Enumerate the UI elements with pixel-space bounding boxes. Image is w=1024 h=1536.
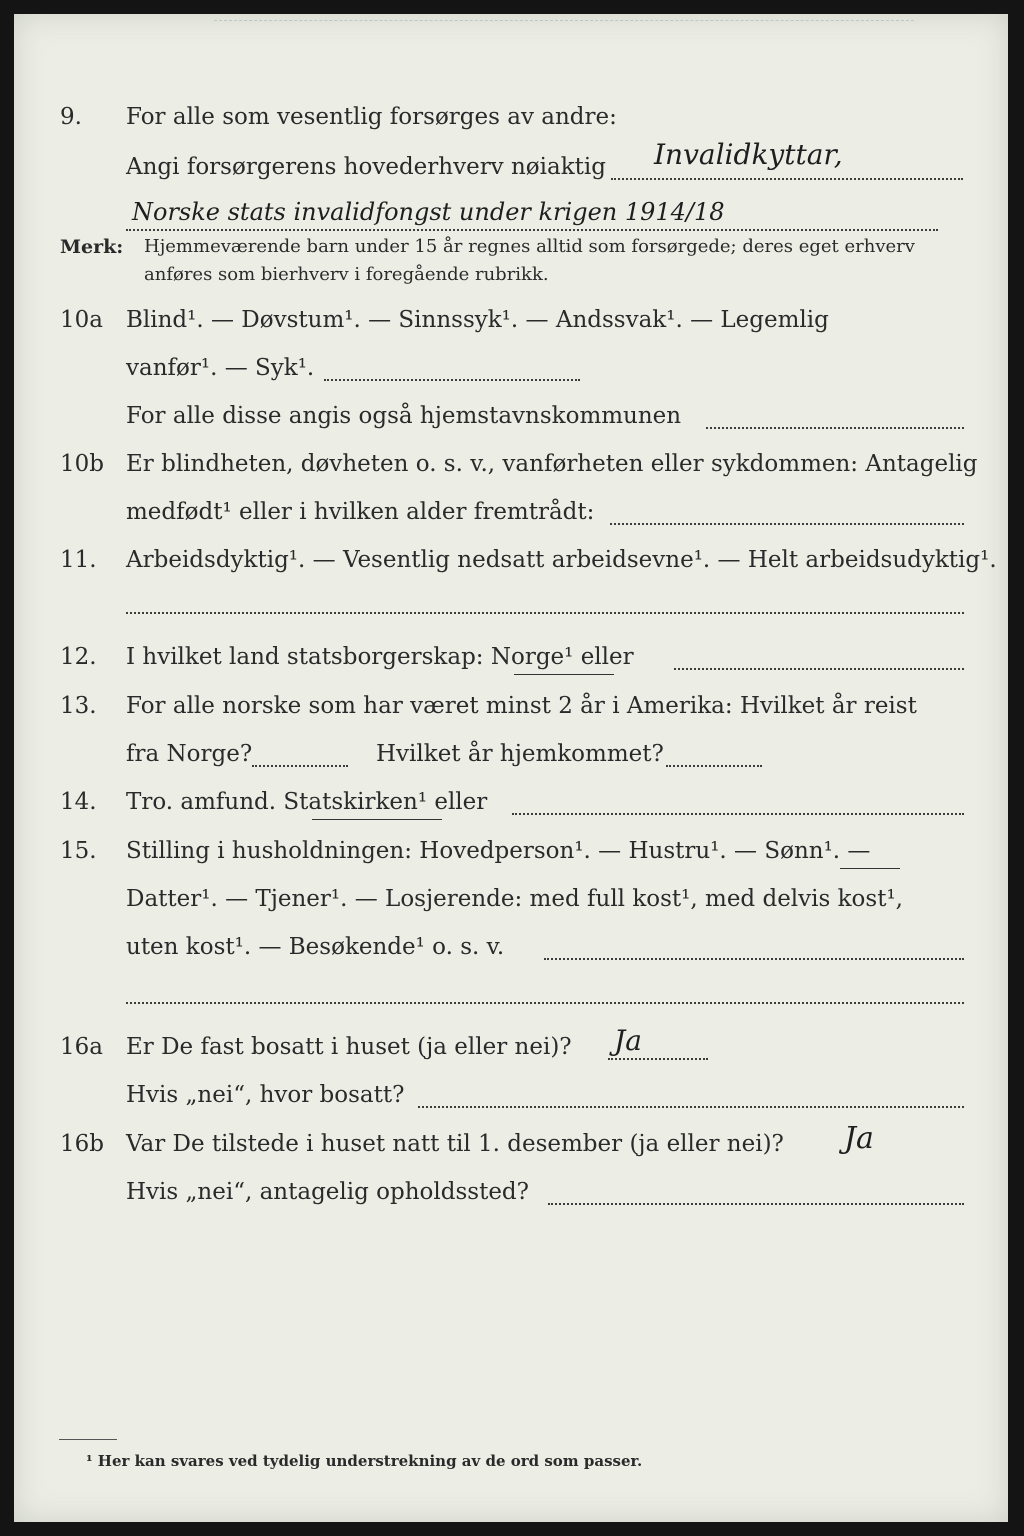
answer-line — [610, 523, 964, 525]
answer-line — [706, 427, 964, 429]
handwritten-answer: Ja — [844, 1121, 874, 1156]
answer-line — [324, 379, 580, 381]
question-number: 14. — [60, 789, 97, 815]
answer-line — [611, 178, 963, 180]
answer-line — [548, 1203, 964, 1205]
answer-line — [126, 1002, 964, 1004]
question-text: Tro. amfund. Statskirken¹ eller — [126, 789, 488, 815]
question-text: Blind¹. — Døvstum¹. — Sinnssyk¹. — Andssvak¹. — Legemlig — [126, 307, 829, 333]
question-text: uten kost¹. — Besøkende¹ o. s. v. — [126, 934, 505, 960]
handwritten-answer: Ja — [614, 1024, 642, 1057]
question-text: Arbeidsdyktig¹. — Vesentlig nedsatt arbeidsevne¹. — Helt arbeidsudyktig¹. — [126, 547, 997, 573]
answer-line — [544, 958, 964, 960]
question-text: vanfør¹. — Syk¹. — [126, 355, 315, 381]
question-number: 16a — [60, 1034, 103, 1060]
question-text: fra Norge? — [126, 741, 253, 767]
question-text: For alle norske som har været minst 2 år i Amerika: Hvilket år reist — [126, 693, 917, 719]
question-number: 10a — [60, 307, 103, 333]
footnote: ¹ Her kan svares ved tydelig understrekning av de ord som passer. — [86, 1452, 643, 1470]
question-text: For alle som vesentlig forsørges av andre: — [126, 104, 617, 130]
question-number: 13. — [60, 693, 97, 719]
question-number: 12. — [60, 644, 97, 670]
question-number: 16b — [60, 1131, 104, 1157]
answer-line — [512, 813, 964, 815]
answer-line — [608, 1058, 708, 1060]
answer-line — [418, 1106, 964, 1108]
handwritten-answer: Norske stats invalidfongst under krigen 1914/18 — [132, 198, 725, 226]
answer-line — [126, 229, 938, 231]
question-number: 11. — [60, 547, 97, 573]
question-text: Er blindheten, døvheten o. s. v., vanførheten eller sykdommen: Antagelig — [126, 451, 978, 477]
question-text: Angi forsørgerens hovederhverv nøiaktig — [126, 154, 606, 180]
footnote-rule — [59, 1439, 117, 1440]
sonn-underline — [840, 868, 900, 869]
question-text: Hvis „nei“, hvor bosatt? — [126, 1082, 405, 1108]
question-text: Var De tilstede i huset natt til 1. desember (ja eller nei)? — [126, 1131, 784, 1157]
handwritten-answer: Invalidkyttar, — [654, 138, 843, 171]
question-text: medfødt¹ eller i hvilken alder fremtrådt: — [126, 499, 595, 525]
norge-underline — [514, 674, 614, 675]
question-text: Er De fast bosatt i huset (ja eller nei)? — [126, 1034, 572, 1060]
census-form-page — [14, 14, 1008, 1522]
question-text: I hvilket land statsborgerskap: Norge¹ eller — [126, 644, 634, 670]
question-text: Hvilket år hjemkommet? — [376, 741, 664, 767]
statskirken-underline — [312, 819, 442, 820]
answer-line — [674, 668, 964, 670]
answer-line — [252, 765, 348, 767]
answer-line — [666, 765, 762, 767]
question-number: 10b — [60, 451, 104, 477]
question-text: Hvis „nei“, antagelig opholdssted? — [126, 1179, 529, 1205]
question-text: Stilling i husholdningen: Hovedperson¹. — Hustru¹. — Sønn¹. — — [126, 838, 871, 864]
question-number: 15. — [60, 838, 97, 864]
question-text: For alle disse angis også hjemstavnskommunen — [126, 403, 682, 429]
merk-text: Hjemmeværende barn under 15 år regnes alltid som forsørgede; deres eget erhverv — [144, 236, 915, 257]
answer-line — [126, 612, 964, 614]
question-text: Datter¹. — Tjener¹. — Losjerende: med full kost¹, med delvis kost¹, — [126, 886, 903, 912]
question-number: 9. — [60, 104, 82, 130]
merk-text: anføres som bierhverv i foregående rubrikk. — [144, 264, 549, 285]
page-edge-marks — [214, 14, 914, 21]
merk-label: Merk: — [60, 236, 124, 258]
